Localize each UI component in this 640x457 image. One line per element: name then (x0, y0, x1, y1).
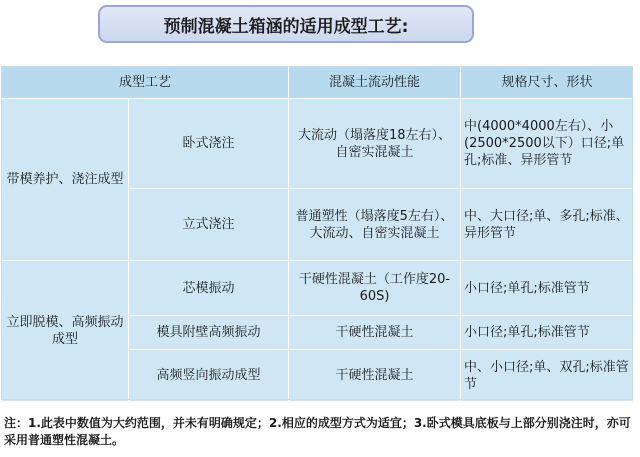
footnote: 注：1.此表中数值为大约范围，并未有明确规定；2.相应的成型方式为适宜；3.卧式模具底板与上部分别浇注时，亦可采用普通塑性混凝土。 (4, 416, 631, 447)
page-title-text: 预制混凝土箱涵的适用成型工艺: (163, 16, 409, 37)
page-title (98, 5, 474, 43)
process-table (1, 66, 634, 402)
fluidity-cell: 干硬性混凝土 (289, 350, 461, 402)
method-cell: 模具附壁高频振动 (129, 316, 289, 350)
fluidity-cell: 大流动（塌落度18左右）、自密实混凝土 (289, 99, 461, 189)
method-cell: 高频竖向振动成型 (129, 350, 289, 402)
fluidity-cell: 干硬性混凝土（工作度20-60S) (289, 261, 461, 316)
group-label: 带模养护、浇注成型 (2, 99, 129, 261)
spec-cell: 小口径;单孔;标准管节 (461, 261, 634, 316)
method-cell: 卧式浇注 (129, 99, 289, 189)
table-header-row (2, 67, 634, 99)
table-row (2, 99, 634, 189)
spec-cell: 小口径;单孔;标准管节 (461, 316, 634, 350)
method-cell: 芯模振动 (129, 261, 289, 316)
spec-cell: 中、小口径;单、双孔;标准管节 (461, 350, 634, 402)
header-fluidity: 混凝土流动性能 (289, 67, 461, 99)
spec-cell: 中(4000*4000左右）、小(2500*2500以下）口径;单孔;标准、异形管节 (461, 99, 634, 189)
spec-cell: 中、大口径;单、多孔;标准、异形管节 (461, 189, 634, 261)
header-spec: 规格尺寸、形状 (461, 67, 634, 99)
method-cell: 立式浇注 (129, 189, 289, 261)
header-process: 成型工艺 (2, 67, 289, 99)
fluidity-cell: 干硬性混凝土 (289, 316, 461, 350)
fluidity-cell: 普通塑性（塌落度5左右）、大流动、自密实混凝土 (289, 189, 461, 261)
table-row (2, 261, 634, 316)
group-label: 立即脱模、高频振动成型 (2, 261, 129, 402)
